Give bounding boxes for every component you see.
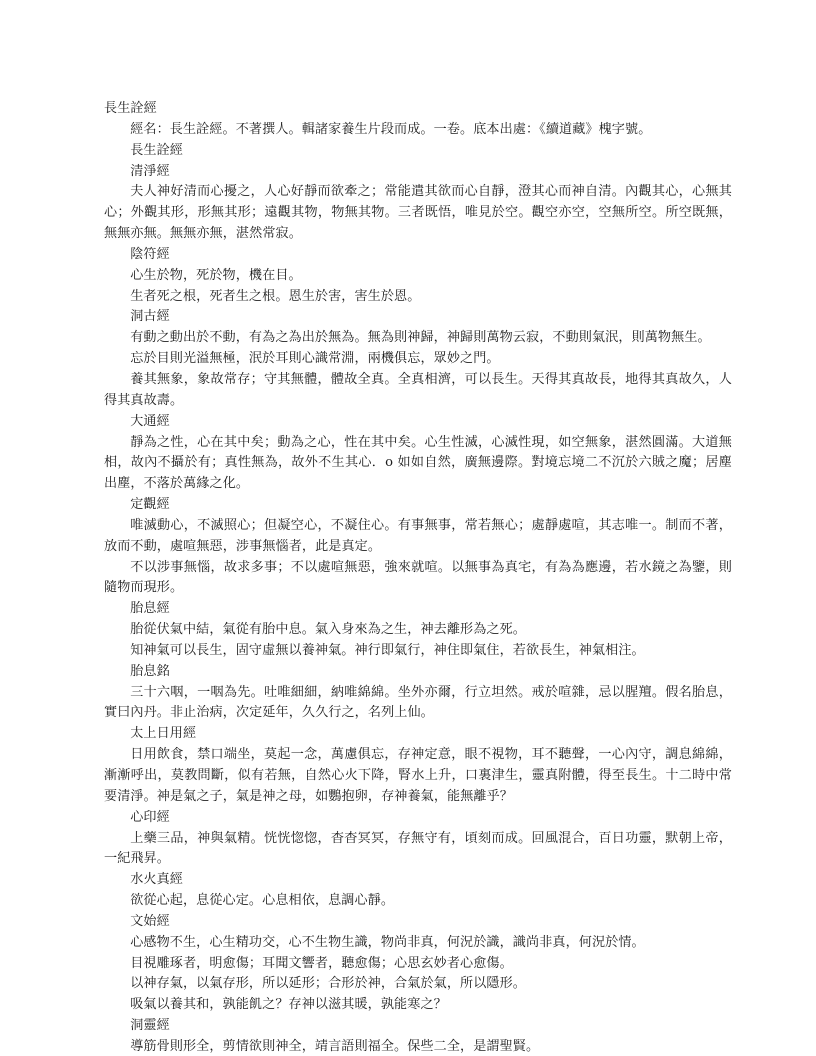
body-paragraph: 目視雕琢者，明愈傷；耳聞文響者，聽愈傷；心思玄妙者心愈傷。 [130,955,513,971]
body-paragraph: 靜為之性，心在其中矣；動為之心，性在其中矣。心生性滅，心滅性現，如空無象，湛然圓滿。大道無相，故內不攝於有；真性無為，故外不生其心．o 如如自然，廣無邊際。對境忘境二不沉於六賊之魔；居塵出塵，不落於萬緣之化。 [104,434,732,492]
body-paragraph: 以神存氣，以氣存形，所以延形；合形於神，合氣於氣，所以隱形。 [130,976,526,992]
section-heading: 心印經 [130,809,170,825]
body-paragraph: 唯滅動心，不滅照心；但凝空心，不凝住心。有事無事，常若無心；處靜處喧，其志唯一。制而不著，放而不動，處喧無惡，涉事無惱者，此是真定。 [104,517,732,554]
body-paragraph: 生者死之根，死者生之根。恩生於害，害生於恩。 [130,288,421,304]
section-heading: 太上日用經 [130,726,197,742]
body-paragraph: 知神氣可以長生，固守虛無以養神氣。神行即氣行，神住即氣住，若欲長生，神氣相注。 [130,642,645,658]
body-paragraph: 心生於物，死於物，機在目。 [130,267,302,283]
section-heading: 大通經 [130,413,170,429]
body-paragraph: 不以涉事無惱，故求多事；不以處喧無惡，強來就喧。以無事為真宅，有為為應邊，若水鏡之為鑒，則隨物而現形。 [104,559,732,596]
body-paragraph: 胎從伏氣中結，氣從有胎中息。氣入身來為之生，神去離形為之死。 [130,622,526,638]
section-heading: 定觀經 [130,497,170,513]
body-paragraph: 吸氣以養其和，孰能飢之？存神以滋其暖，孰能寒之？ [130,997,447,1013]
body-paragraph: 養其無象，象故常存；守其無體，體故全真。全真相濟，可以長生。天得其真故長，地得其真故久，人得其真故壽。 [104,371,732,408]
section-heading: 陰符經 [130,246,170,262]
section-heading: 長生詮經 [130,142,183,158]
body-paragraph: 日用飲食，禁口端坐，莫起一念，萬慮俱忘，存神定意，眼不視物，耳不聽聲，一心內守，調息綿綿，漸漸呼出，莫教問斷，似有若無，自然心火下降，腎水上升，口裏津生，靈真附體，得至長生。十二時中常要清淨。神是氣之子，氣是神之母，如鸚抱卵，存神養氣，能無離乎？ [104,747,732,804]
body-paragraph: 有動之動出於不動，有為之為出於無為。無為則神歸，神歸則萬物云寂，不動則氣泯，則萬物無生。 [130,330,711,346]
document-body [104,99,732,1056]
page-title: 長生詮經 [104,101,157,116]
body-paragraph: 導筋骨則形全，剪情欲則神全，靖言語則福全。保些二全，是謂聖賢。 [130,1038,540,1054]
body-paragraph: 三十六咽，一咽為先。吐唯細細，納唯綿綿。坐外亦爾，行立坦然。戒於喧雜，忌以腥羶。假名胎息，實曰內丹。非止治病，次定延年，久久行之，名列上仙。 [104,684,732,721]
document-metadata: 經名：長生詮經。不著撰人。輯諸家養生片段而成。一卷。底本出處：《續道藏》槐字號。 [130,121,652,137]
section-heading: 文始經 [130,913,170,929]
section-heading: 清淨經 [130,163,170,179]
body-paragraph: 忘於目則光溢無極，泯於耳則心識常淵，兩機俱忘，眾妙之門。 [130,351,500,367]
body-paragraph: 夫人神好清而心擾之，人心好靜而欲牽之；常能遣其欲而心自靜，澄其心而神自清。內觀其心，心無其心；外觀其形，形無其形；遠觀其物，物無其物。三者既悟，唯見於空。觀空亦空，空無所空。所空既無，無無亦無。無無亦無，湛然常寂。 [104,184,732,242]
body-paragraph: 上藥三品，神與氣精。恍恍惚惚，杳杳冥冥，存無守有，頃刻而成。回風混合，百日功靈，默朝上帝，一紀飛昇。 [104,830,732,867]
section-heading: 胎息銘 [130,663,170,679]
section-heading: 洞靈經 [130,1018,170,1034]
section-heading: 洞古經 [130,309,170,325]
body-paragraph: 欲從心起，息從心定。心息相依，息調心靜。 [130,893,395,909]
section-heading: 水火真經 [130,872,183,888]
section-heading: 胎息經 [130,601,170,617]
body-paragraph: 心感物不生，心生精功交，心不生物生識，物尚非真，何況於識，識尚非真，何況於情。 [130,934,645,950]
